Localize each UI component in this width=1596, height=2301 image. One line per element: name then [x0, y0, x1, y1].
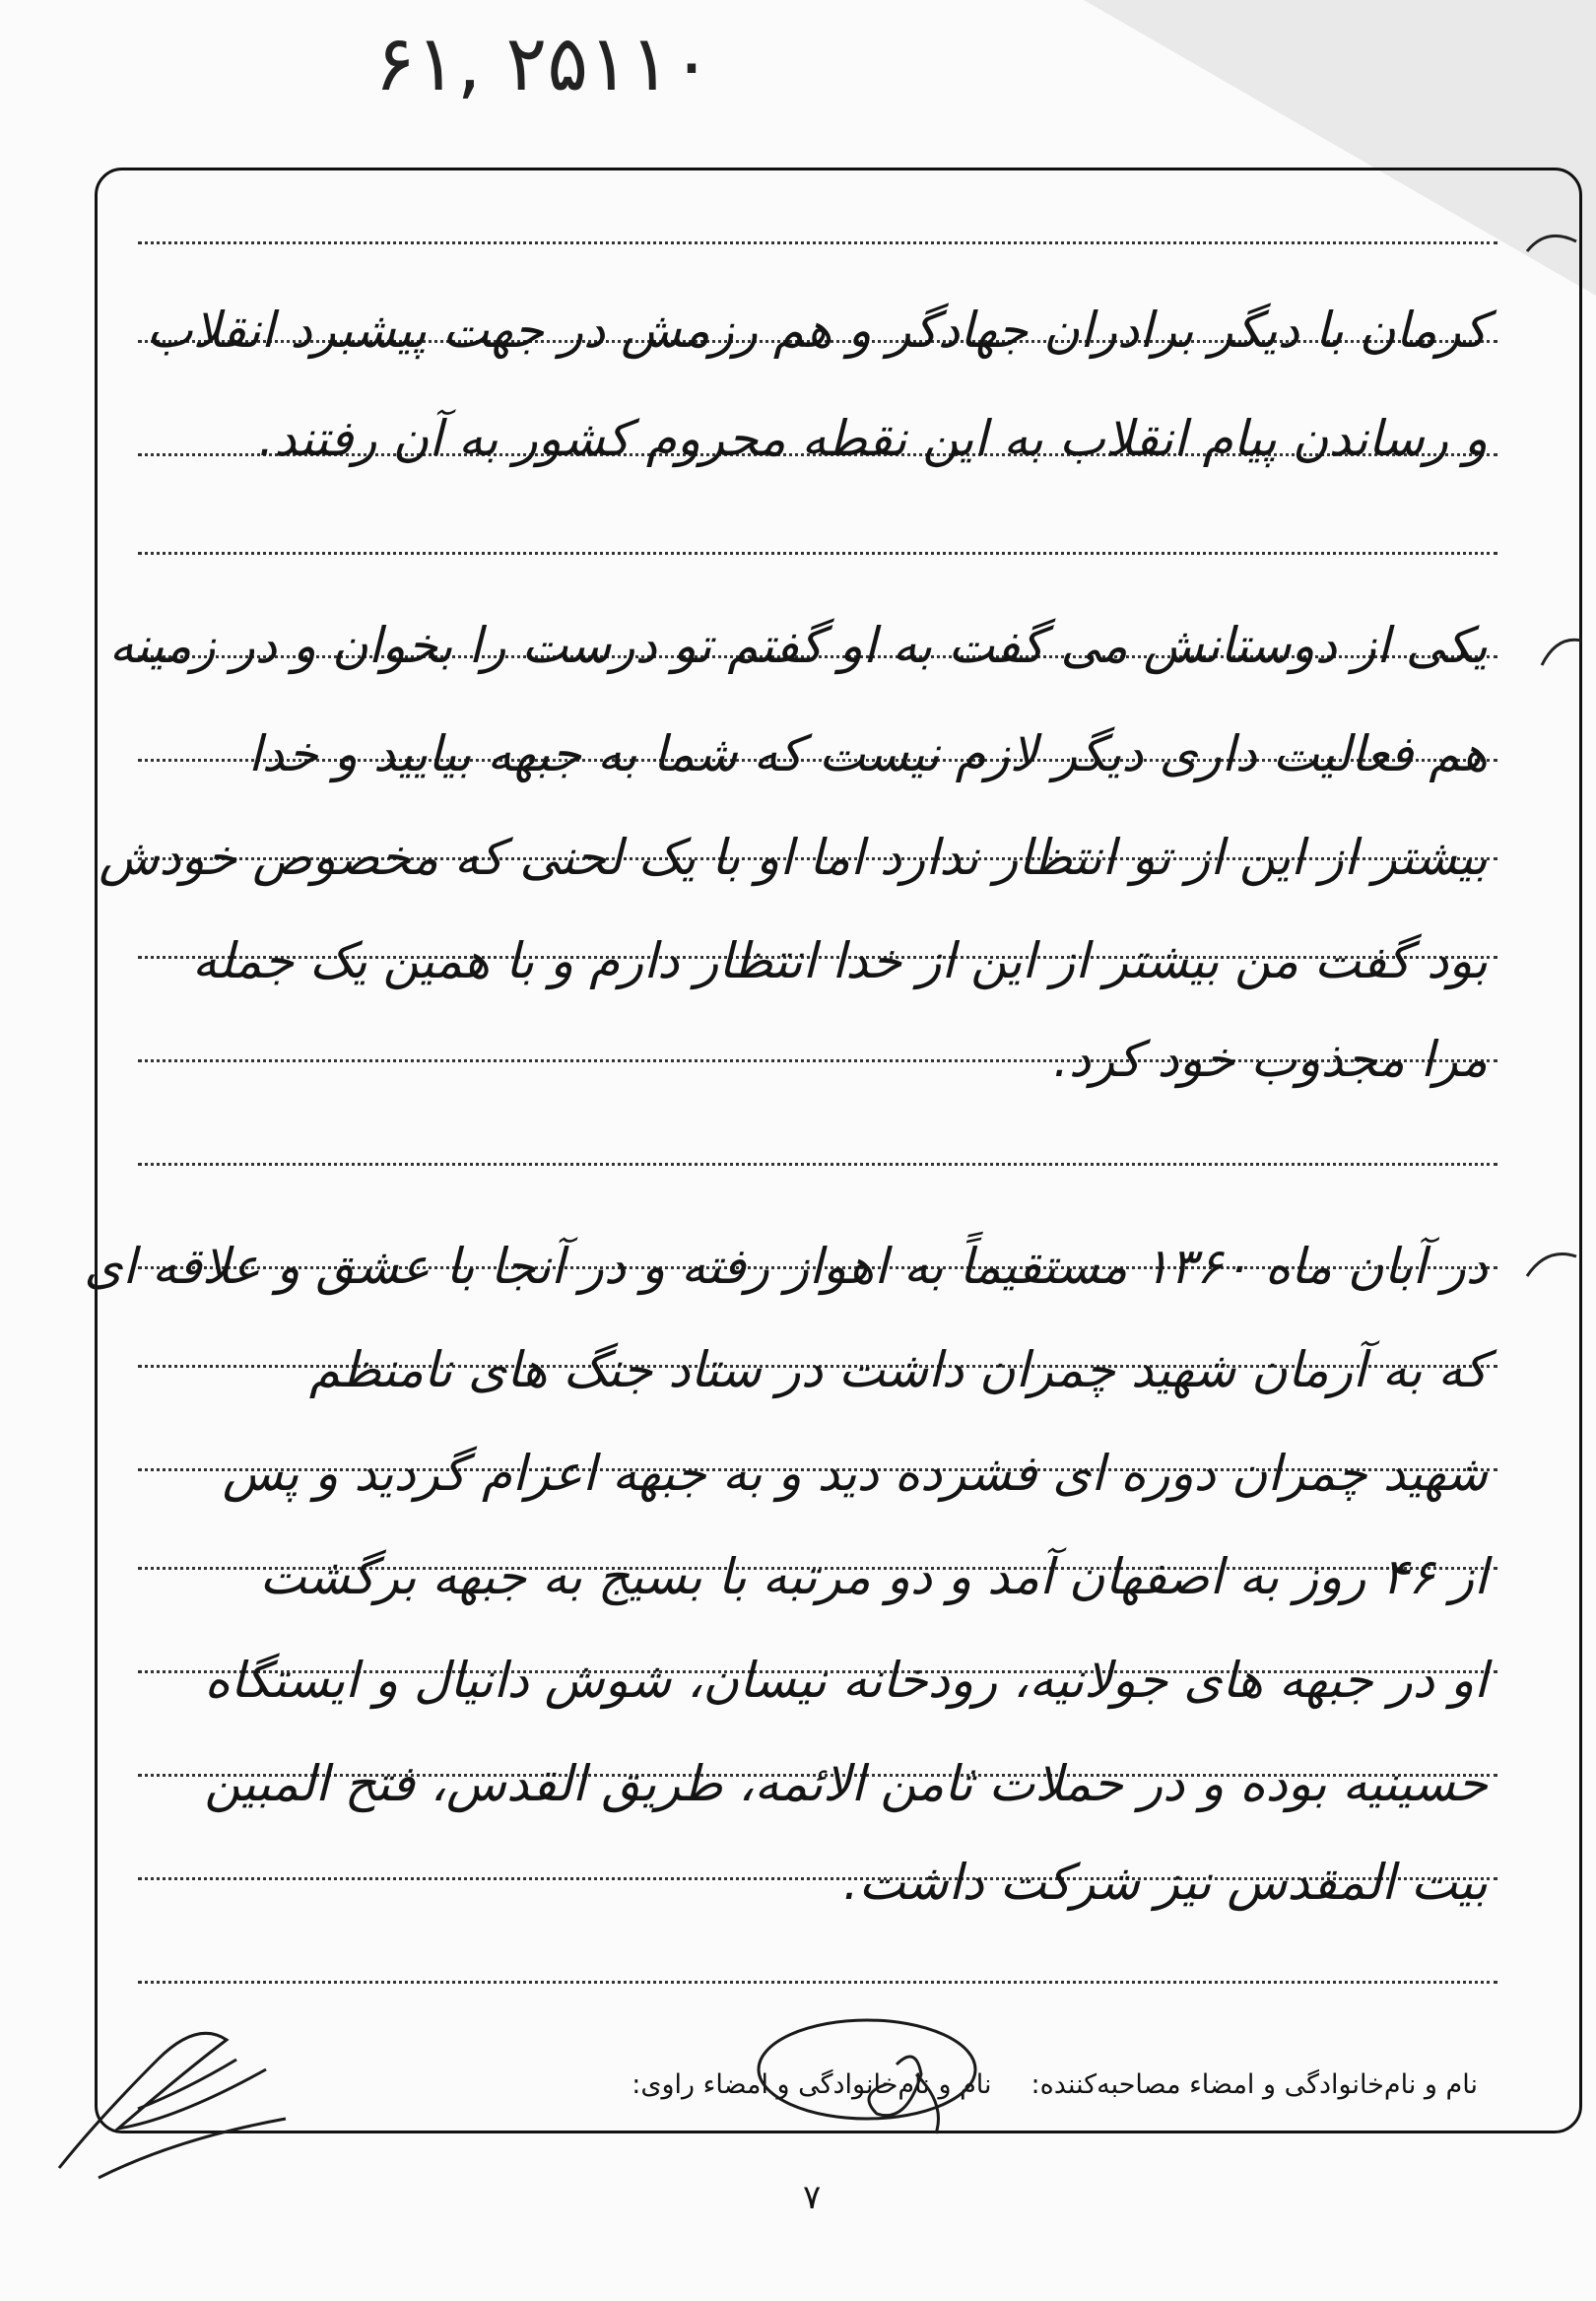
- ruled-line: [138, 1163, 1497, 1166]
- narrator-label: نام و نام‌خانوادگی و امضاء راوی:: [632, 2068, 992, 2100]
- handwritten-line: مرا مجذوب خود کرد.: [1052, 1031, 1488, 1088]
- handwritten-line: از ۴۶ روز به اصفهان آمد و دو مرتبه با بسیج به جبهه برگشت: [259, 1548, 1488, 1605]
- handwritten-line: حسینیه بوده و در حملات ثامن الائمه، طریق القدس، فتح المبین: [204, 1755, 1488, 1812]
- handwritten-line: که به آرمان شهید چمران داشت در ستاد جنگ های نامنظم: [308, 1341, 1488, 1398]
- ruled-line: [138, 241, 1497, 244]
- interviewer-label: نام و نام‌خانوادگی و امضاء مصاحبه‌کننده:: [1031, 2068, 1478, 2100]
- handwritten-line: هم فعالیت داری دیگر لازم نیست که شما به جبهه بیایید و خدا: [247, 725, 1488, 782]
- interviewer-signature: [749, 2005, 1005, 2153]
- margin-mark: [1522, 1242, 1581, 1281]
- handwritten-line: بیشتر از این از تو انتظار ندارد اما او با یک لحنی که مخصوص خودش: [99, 829, 1488, 886]
- header-number: ۶۱, ۲۵۱۱۰: [374, 20, 712, 108]
- ruled-line: [138, 1981, 1497, 1984]
- handwritten-line: بود گفت من بیشتر از این از خدا انتظار دارم و با همین یک جمله: [192, 932, 1488, 989]
- page-number: ۷: [803, 2178, 822, 2217]
- narrator-signature: [39, 2000, 305, 2198]
- handwritten-line: بیت المقدس نیز شرکت داشت.: [842, 1854, 1488, 1911]
- handwritten-line: شهید چمران دوره ای فشرده دید و به جبهه اعزام گردید و پس: [222, 1445, 1488, 1502]
- ruled-line: [138, 552, 1497, 555]
- margin-mark: [1522, 222, 1581, 261]
- handwritten-line: یکی از دوستانش می گفت به او گفتم تو درست را بخوان و در زمینه: [108, 617, 1488, 674]
- handwritten-line: در آبان ماه ۱۳۶۰ مستقیماً به اهواز رفته و در آنجا با عشق و علاقه ای: [84, 1238, 1488, 1295]
- handwritten-line: و رساندن پیام انقلاب به این نقطه محروم کشور به آن رفتند.: [258, 410, 1488, 467]
- handwritten-line: او در جبهه های جولانیه، رودخانه نیسان، شوش دانیال و ایستگاه: [204, 1652, 1488, 1709]
- handwritten-line: کرمان با دیگر برادران جهادگر و هم رزمش در جهت پیشبرد انقلاب: [146, 302, 1488, 359]
- margin-mark: [1537, 631, 1586, 670]
